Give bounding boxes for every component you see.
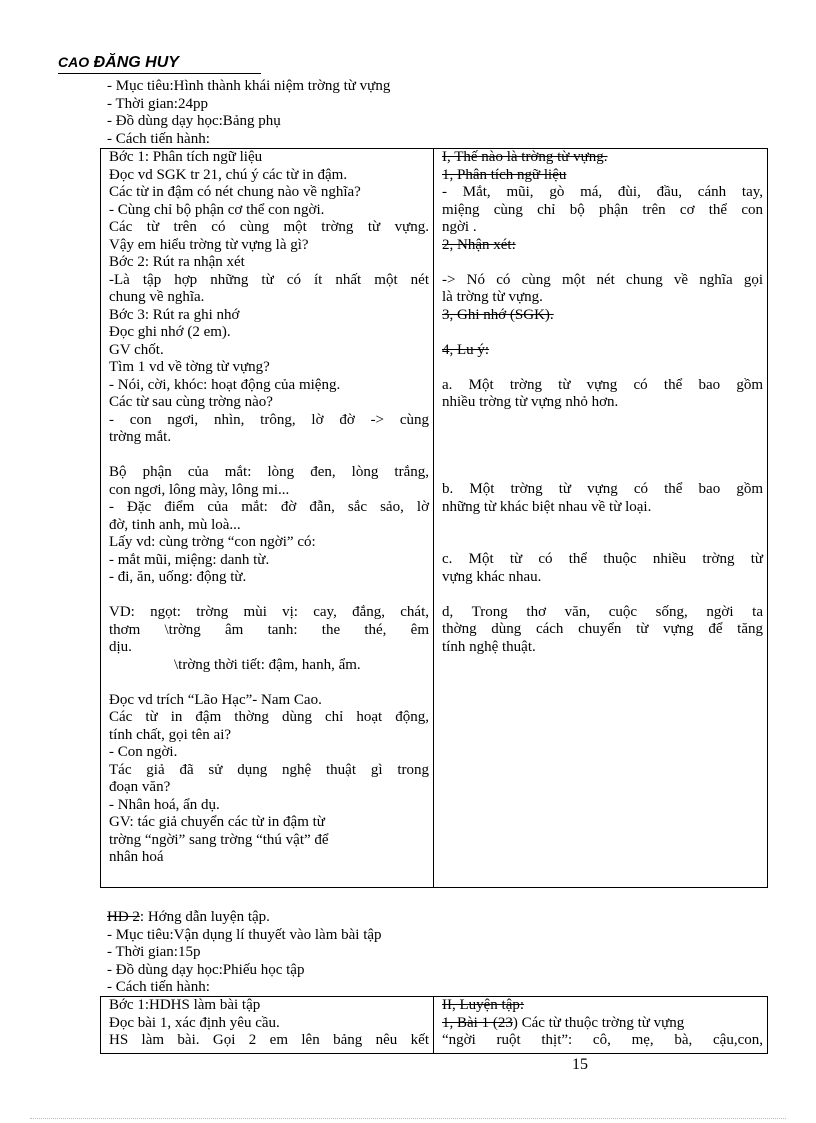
- subsection-title: 4, Lu ý:: [442, 341, 490, 358]
- exercise-1: [442, 1015, 763, 1033]
- table1-left-line: Các từ in đậm thờng dùng chỉ hoạt động,: [109, 709, 429, 725]
- step-1: Bớc 1: Phân tích ngữ liệu: [109, 149, 263, 165]
- table1-left-line: nhân hoá: [109, 849, 164, 865]
- exercise-1-text: ) Các từ thuộc trờng từ vựng: [512, 1014, 685, 1031]
- section-title: I, Thế nào là trờng từ vựng.: [442, 149, 608, 165]
- hd2-title: [107, 909, 382, 927]
- table1-left-line: tính chất, gọi tên ai?: [109, 726, 232, 743]
- table1-left-line: đờ, tinh anh, mù loà...: [109, 516, 241, 533]
- table1-left-line: Các từ in đậm có nét chung nào về nghĩa?: [109, 184, 361, 200]
- table2-left-line: Bớc 1:HDHS làm bài tập: [109, 997, 261, 1013]
- table1-left-line: Đọc vd trích “Lão Hạc”- Nam Cao.: [109, 691, 322, 708]
- exercise-title: II, Luyện tập:: [442, 997, 525, 1013]
- table1-right-line: -> Nó có cùng một nét chung về nghĩa gọi: [442, 271, 763, 288]
- table1-left-line: Các từ trên có cùng một trờng từ vựng.: [109, 219, 429, 235]
- teacher-student-column: [101, 149, 434, 887]
- table1-left-line: con ngơi, lông mày, lông mi...: [109, 481, 290, 498]
- table1-right-line: a. Một trờng từ vựng có thể bao gồm: [442, 376, 763, 393]
- lesson-table-2: [100, 996, 768, 1054]
- table1-left-line: GV: tác giả chuyển các từ in đậm từ: [109, 814, 325, 830]
- table1-left-line: VD: ngọt: trờng mùi vị: cay, đắng, chát,: [109, 604, 429, 620]
- hd1-info: [107, 78, 390, 148]
- table2-left-line: Đọc bài 1, xác định yêu cầu.: [109, 1014, 280, 1031]
- table1-right-line: ngời .: [442, 219, 477, 235]
- table1-left-line: - Nói, cời, khóc: hoạt động của miệng.: [109, 376, 341, 393]
- subsection-title: 1, Phân tích ngữ liệu: [442, 166, 567, 183]
- table1-right-line: miệng cùng chỉ bộ phận trên cơ thể con: [442, 201, 763, 218]
- page-footer-divider: [30, 1118, 786, 1119]
- teacher-student-column: [101, 997, 434, 1053]
- page-number: 15: [572, 1056, 588, 1073]
- step-2: Bớc 2: Rút ra nhận xét: [109, 254, 245, 270]
- table1-left-line: Các từ sau cùng trờng nào?: [109, 394, 273, 410]
- content-column: [434, 149, 767, 887]
- hd1-materials: - Đồ dùng dạy học:Bảng phụ: [107, 113, 281, 129]
- table1-right-line: tính nghệ thuật.: [442, 638, 536, 655]
- table1-left-line: - đi, ăn, uống: động từ.: [109, 569, 247, 585]
- table1-left-line: Tác giả đã sử dụng nghệ thuật gì trong: [109, 761, 429, 778]
- hd2-objective: - Mục tiêu:Vận dụng lí thuyết vào làm bài tập: [107, 926, 382, 943]
- subsection-title: 2, Nhận xét:: [442, 236, 516, 253]
- table1-left-line: Tìm 1 vd về tờng từ vựng?: [109, 359, 270, 375]
- hd2-info: [107, 909, 382, 997]
- table1-left-line: - con ngơi, nhìn, trông, lờ đờ -> cùng: [109, 411, 429, 428]
- author-header: [58, 52, 261, 74]
- table1-right-line: d, Trong thơ văn, cuộc sống, ngời ta: [442, 603, 763, 620]
- table1-left-line: - Con ngời.: [109, 744, 178, 760]
- table1-left-line: chung về nghĩa.: [109, 289, 205, 305]
- table2-left-line: HS làm bài. Gọi 2 em lên bảng nêu kết: [109, 1032, 429, 1048]
- hd2-materials: - Đồ dùng dạy học:Phiếu học tập: [107, 961, 305, 978]
- hd1-time: - Thời gian:24pp: [107, 95, 208, 112]
- table1-right-line: nhiều trờng từ vựng nhỏ hơn.: [442, 394, 619, 410]
- table1-left-line: GV chốt.: [109, 341, 164, 358]
- table1-left-line: -Là tập hợp những từ có ít nhất một nét: [109, 271, 429, 288]
- hd1-objective: - Mục tiêu:Hình thành khái niệm trờng từ vựng: [107, 78, 391, 94]
- table1-left-line: Đọc vd SGK tr 21, chú ý các từ in đậm.: [109, 166, 348, 183]
- table1-right-line: thờng dùng cách chuyển từ vựng để tăng: [442, 621, 763, 637]
- hd2-title-text: : Hớng dẫn luyện tập.: [139, 909, 270, 925]
- table1-right-line: là trờng từ vựng.: [442, 289, 543, 305]
- table1-right-line: c. Một từ có thể thuộc nhiều trờng từ: [442, 551, 763, 567]
- table1-left-line: trờng mắt.: [109, 429, 172, 445]
- table1-right-line: b. Một trờng từ vựng có thể bao gồm: [442, 481, 763, 497]
- table1-left-line: trờng “ngời” sang trờng “thú vật” để: [109, 831, 329, 848]
- hd2-label: HĐ 2: [107, 909, 140, 925]
- table1-left-line: thơm \trờng âm tanh: the thé, êm: [109, 621, 429, 638]
- hd2-time: - Thời gian:15p: [107, 944, 201, 960]
- content-column: [434, 997, 767, 1053]
- table1-right-line: - Mắt, mũi, gò má, đùi, đầu, cánh tay,: [442, 184, 763, 200]
- step-3: Bớc 3: Rút ra ghi nhớ: [109, 306, 240, 323]
- header-prefix: CAO: [58, 54, 90, 70]
- lesson-table-1: [100, 148, 768, 888]
- table1-left-line: dịu.: [109, 639, 132, 655]
- hd1-procedure: - Cách tiến hành:: [107, 130, 210, 147]
- table1-right-line: vựng khác nhau.: [442, 568, 542, 585]
- table2-right-line: “ngời ruột thịt”: cô, mẹ, bà, cậu,con,: [442, 1032, 763, 1048]
- table1-left-line: Bộ phận của mắt: lòng đen, lòng trắng,: [109, 464, 429, 480]
- table1-left-line: - Cùng chỉ bộ phận cơ thể con ngời.: [109, 201, 325, 218]
- table1-left-line: - mắt mũi, miệng: danh từ.: [109, 551, 270, 568]
- table1-left-line: - Nhân hoá, ẩn dụ.: [109, 796, 220, 813]
- subsection-title: 3, Ghi nhớ (SGK).: [442, 306, 554, 323]
- table1-left-line: - Đặc điểm của mắt: đờ đẫn, sắc sảo, lờ: [109, 499, 429, 515]
- header-name: ĐĂNG HUY: [93, 54, 179, 71]
- exercise-1-label: 1, Bài 1 (23: [442, 1014, 513, 1031]
- table1-left-line: đoạn văn?: [109, 779, 171, 795]
- table1-left-line: Lấy vd: cùng trờng “con ngời” có:: [109, 534, 316, 550]
- table1-right-line: những từ khác biệt nhau về từ loại.: [442, 498, 652, 515]
- table1-left-line: Vậy em hiểu trờng từ vựng là gì?: [109, 236, 309, 253]
- table1-left-line: Đọc ghi nhớ (2 em).: [109, 324, 231, 340]
- hd2-procedure: - Cách tiến hành:: [107, 979, 210, 995]
- table1-left-line: \trờng thời tiết: đậm, hanh, ẩm.: [174, 656, 361, 673]
